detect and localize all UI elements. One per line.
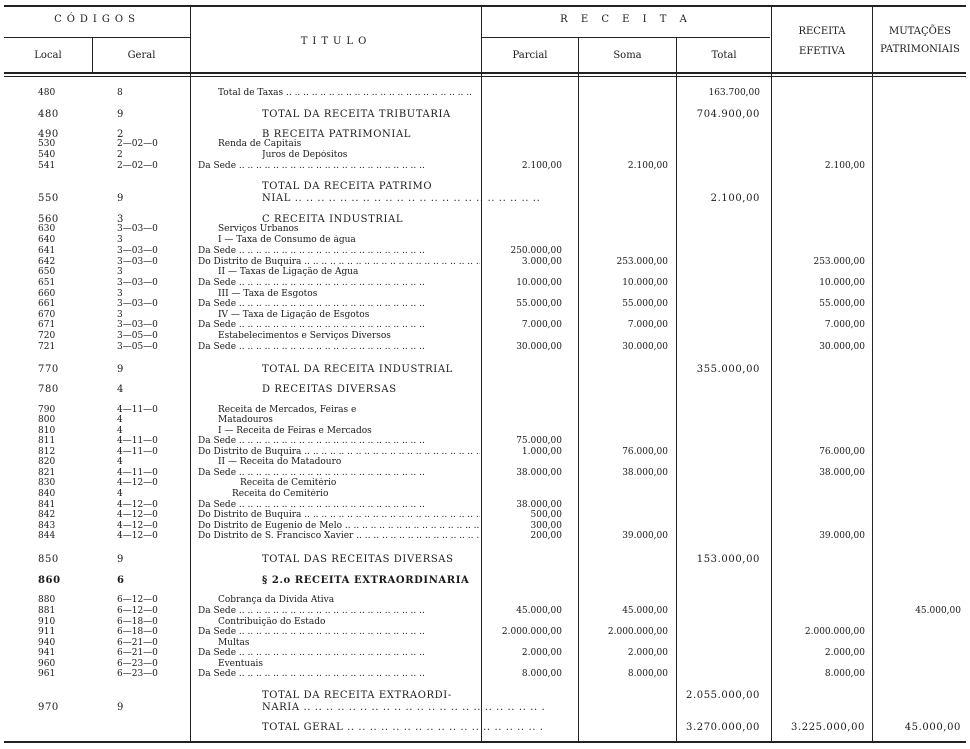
- cell-title: Do Distrito de Buquira .. ..: [198, 257, 480, 268]
- cell-geral: 3—03—0: [117, 246, 158, 256]
- cell-title: Da Sede .. ..: [198, 627, 480, 638]
- table-row: [0, 722, 970, 733]
- table-row: [0, 531, 970, 542]
- cell-local: 642: [38, 257, 56, 267]
- cell-local: 812: [38, 447, 56, 457]
- cell-local: 800: [38, 415, 56, 425]
- table-row: [0, 278, 970, 289]
- table-row: [0, 88, 970, 99]
- cell-geral: 3—05—0: [117, 342, 158, 352]
- cell-title: Receita de Cemitério: [240, 478, 337, 488]
- cell-local: 811: [38, 436, 56, 446]
- table-row: [0, 606, 970, 617]
- cell-geral: 2—02—0: [117, 139, 158, 149]
- cell-geral: 4—12—0: [117, 500, 158, 510]
- cell-local: 721: [38, 342, 56, 352]
- cell-total: 153.000,00: [696, 554, 760, 565]
- cell-parcial: 38.000,00: [516, 468, 562, 478]
- cell-local: 670: [38, 310, 56, 320]
- cell-total: 355.000,00: [696, 364, 760, 375]
- cell-local: 660: [38, 289, 56, 299]
- cell-title: NIAL .. ..: [262, 193, 544, 204]
- cell-geral: 3: [117, 214, 124, 225]
- table-row: [0, 457, 970, 468]
- cell-efetiva: 38.000,00: [819, 468, 865, 478]
- cell-title: TOTAL DA RECEITA EXTRAORDI-: [262, 690, 452, 701]
- cell-geral: 9: [117, 109, 124, 120]
- header-receita: R E C E I T A: [560, 14, 692, 25]
- cell-soma: 8.000,00: [627, 669, 668, 679]
- table-row: [0, 384, 970, 395]
- cell-efetiva: 3.225.000,00: [791, 722, 865, 733]
- cell-local: 910: [38, 617, 56, 627]
- cell-local: 540: [38, 150, 56, 160]
- cell-local: 911: [38, 627, 56, 637]
- cell-local: 970: [38, 702, 59, 713]
- cell-title: Serviços Urbanos: [218, 224, 299, 234]
- header-codigos: CÓDIGOS: [54, 14, 140, 25]
- cell-title: Da Sede .. ..: [198, 468, 480, 479]
- cell-local: 651: [38, 278, 56, 288]
- cell-title: Eventuais: [218, 659, 264, 669]
- cell-title: TOTAL DAS RECEITAS DIVERSAS: [262, 554, 454, 565]
- cell-local: 640: [38, 235, 56, 245]
- cell-geral: 9: [117, 364, 124, 375]
- cell-efetiva: 2.000.000,00: [804, 627, 865, 637]
- cell-geral: 2: [117, 150, 123, 160]
- header-total: Total: [711, 50, 737, 61]
- table-row: [0, 235, 970, 246]
- cell-total: 3.270.000,00: [686, 722, 760, 733]
- cell-local: 780: [38, 384, 59, 395]
- table-row: [0, 489, 970, 500]
- cell-title: Total de Taxas .. ..: [218, 88, 500, 99]
- cell-parcial: 2.000,00: [521, 648, 562, 658]
- cell-geral: 3—03—0: [117, 320, 158, 330]
- table-row: [0, 161, 970, 172]
- cell-local: 960: [38, 659, 56, 669]
- cell-geral: 3—03—0: [117, 278, 158, 288]
- cell-local: 810: [38, 426, 56, 436]
- cell-mut: 45.000,00: [915, 606, 961, 616]
- cell-local: 770: [38, 364, 59, 375]
- cell-title: Da Sede .. ..: [198, 299, 480, 310]
- table-row: [0, 193, 970, 204]
- cell-local: 671: [38, 320, 56, 330]
- table-row: [0, 595, 970, 606]
- table-row: [0, 669, 970, 680]
- cell-title: § 2.o RECEITA EXTRAORDINARIA: [262, 575, 470, 586]
- cell-local: 490: [38, 129, 59, 140]
- cell-geral: 4: [117, 384, 124, 395]
- cell-efetiva: 76.000,00: [819, 447, 865, 457]
- cell-local: 940: [38, 638, 56, 648]
- cell-parcial: 300,00: [530, 521, 562, 531]
- cell-title: II — Receita do Matadouro: [218, 457, 342, 467]
- table-row: [0, 246, 970, 257]
- cell-title: B RECEITA PATRIMONIAL: [262, 129, 412, 140]
- table-row: [0, 415, 970, 426]
- cell-local: 661: [38, 299, 56, 309]
- cell-title: I — Receita de Feiras e Mercados: [218, 426, 372, 436]
- cell-mut: 45.000,00: [904, 722, 961, 733]
- top-rule: [4, 5, 966, 7]
- table-row: [0, 510, 970, 521]
- header-receita-efetiva-2: EFETIVA: [799, 46, 845, 57]
- cell-total: 2.100,00: [710, 193, 760, 204]
- cell-local: 961: [38, 669, 56, 679]
- cell-local: 820: [38, 457, 56, 467]
- header-parcial: Parcial: [512, 50, 548, 61]
- cell-soma: 253.000,00: [616, 257, 668, 267]
- cell-geral: 3: [117, 289, 123, 299]
- cell-efetiva: 253.000,00: [813, 257, 865, 267]
- cell-geral: 4—12—0: [117, 478, 158, 488]
- cell-parcial: 8.000,00: [521, 669, 562, 679]
- cell-local: 941: [38, 648, 56, 658]
- table-row: [0, 224, 970, 235]
- cell-parcial: 10.000,00: [516, 278, 562, 288]
- table-row: [0, 364, 970, 375]
- header-bottom-rule-2: [4, 76, 966, 77]
- cell-parcial: 7.000,00: [521, 320, 562, 330]
- cell-geral: 8: [117, 88, 123, 98]
- cell-title: Da Sede .. ..: [198, 246, 480, 257]
- cell-local: 630: [38, 224, 56, 234]
- cell-title: TOTAL DA RECEITA PATRIMO: [262, 181, 433, 192]
- cell-parcial: 30.000,00: [516, 342, 562, 352]
- cell-soma: 30.000,00: [622, 342, 668, 352]
- cell-local: 790: [38, 405, 56, 415]
- table-row: [0, 342, 970, 353]
- cell-parcial: 200,00: [530, 531, 562, 541]
- cell-soma: 39.000,00: [622, 531, 668, 541]
- cell-total: 704.900,00: [696, 109, 760, 120]
- cell-title: Da Sede .. ..: [198, 606, 480, 617]
- cell-total: 2.055.000,00: [686, 690, 760, 701]
- cell-title: Da Sede .. ..: [198, 320, 480, 331]
- cell-parcial: 2.000.000,00: [501, 627, 562, 637]
- cell-geral: 9: [117, 193, 124, 204]
- cell-title: Estabelecimentos e Serviços Diversos: [218, 331, 391, 341]
- cell-title: Cobrança da Dívida Ativa: [218, 595, 335, 605]
- cell-local: 842: [38, 510, 56, 520]
- header-bottom-rule: [4, 72, 966, 74]
- header-mutacoes-2: PATRIMONIAIS: [880, 44, 960, 55]
- cell-geral: 6—18—0: [117, 627, 158, 637]
- cell-geral: 6: [117, 575, 125, 586]
- cell-geral: 9: [117, 554, 124, 565]
- cell-geral: 4: [117, 426, 123, 436]
- cell-title: Da Sede .. ..: [198, 436, 480, 447]
- cell-title: Do Distrito de Buquira .. ..: [198, 510, 480, 521]
- table-row: [0, 648, 970, 659]
- cell-geral: 4—11—0: [117, 405, 158, 415]
- cell-title: Da Sede .. ..: [198, 669, 480, 680]
- table-row: [0, 690, 970, 701]
- cell-geral: 6—12—0: [117, 595, 158, 605]
- cell-parcial: 250.000,00: [510, 246, 562, 256]
- cell-efetiva: 10.000,00: [819, 278, 865, 288]
- table-row: [0, 702, 970, 713]
- cell-local: 641: [38, 246, 56, 256]
- cell-geral: 6—23—0: [117, 659, 158, 669]
- cell-efetiva: 2.100,00: [824, 161, 865, 171]
- cell-parcial: 3.000,00: [521, 257, 562, 267]
- cell-local: 650: [38, 267, 56, 277]
- codigos-subrule: [4, 37, 190, 38]
- header-local: Local: [34, 50, 62, 61]
- cell-title: I — Taxa de Consumo de água: [218, 235, 356, 245]
- cell-soma: 38.000,00: [622, 468, 668, 478]
- header-titulo: TITULO: [300, 36, 372, 47]
- cell-soma: 2.000.000,00: [607, 627, 668, 637]
- cell-geral: 4—11—0: [117, 436, 158, 446]
- table-row: [0, 575, 970, 586]
- cell-soma: 10.000,00: [622, 278, 668, 288]
- cell-geral: 4: [117, 457, 123, 467]
- cell-efetiva: 2.000,00: [824, 648, 865, 658]
- cell-soma: 7.000,00: [627, 320, 668, 330]
- cell-title: C RECEITA INDUSTRIAL: [262, 214, 404, 225]
- cell-local: 841: [38, 500, 56, 510]
- cell-title: Juros de Depósitos: [262, 150, 348, 160]
- footer-rule: [4, 741, 966, 743]
- cell-soma: 76.000,00: [622, 447, 668, 457]
- cell-parcial: 1.000,00: [521, 447, 562, 457]
- cell-geral: 6—21—0: [117, 638, 158, 648]
- cell-title: IV — Taxa de Ligação de Esgotos: [218, 310, 370, 320]
- cell-title: Receita do Cemitério: [232, 489, 329, 499]
- table-row: [0, 436, 970, 447]
- cell-geral: 4—12—0: [117, 510, 158, 520]
- cell-title: Contribuição do Estado: [218, 617, 326, 627]
- cell-local: 880: [38, 595, 56, 605]
- cell-geral: 3: [117, 235, 123, 245]
- table-row: [0, 267, 970, 278]
- cell-efetiva: 55.000,00: [819, 299, 865, 309]
- cell-title: Do Distrito de S. Francisco Xavier .. ..: [198, 531, 480, 542]
- cell-local: 830: [38, 478, 56, 488]
- cell-local: 550: [38, 193, 59, 204]
- cell-local: 560: [38, 214, 59, 225]
- receita-subrule: [482, 37, 770, 38]
- cell-geral: 4: [117, 415, 123, 425]
- header-soma: Soma: [613, 50, 642, 61]
- table-row: [0, 139, 970, 150]
- cell-geral: 4—11—0: [117, 447, 158, 457]
- cell-local: 720: [38, 331, 56, 341]
- cell-local: 844: [38, 531, 56, 541]
- cell-geral: 4—12—0: [117, 521, 158, 531]
- cell-local: 881: [38, 606, 56, 616]
- cell-geral: 3—03—0: [117, 224, 158, 234]
- cell-geral: 3—05—0: [117, 331, 158, 341]
- cell-title: Da Sede .. ..: [198, 278, 480, 289]
- cell-title: III — Taxa de Esgotos: [218, 289, 318, 299]
- cell-parcial: 75.000,00: [516, 436, 562, 446]
- cell-parcial: 2.100,00: [521, 161, 562, 171]
- cell-local: 541: [38, 161, 56, 171]
- cell-geral: 6—21—0: [117, 648, 158, 658]
- table-row: [0, 478, 970, 489]
- cell-soma: 55.000,00: [622, 299, 668, 309]
- cell-local: 850: [38, 554, 59, 565]
- cell-title: Da Sede .. ..: [198, 161, 480, 172]
- cell-efetiva: 30.000,00: [819, 342, 865, 352]
- cell-title: Matadouros: [218, 415, 273, 425]
- cell-title: Da Sede .. ..: [198, 500, 480, 511]
- cell-soma: 2.000,00: [627, 648, 668, 658]
- cell-title: Multas: [218, 638, 250, 648]
- cell-title: Do Distrito de Eugenio de Melo .. ..: [198, 521, 480, 532]
- cell-geral: 2: [117, 129, 124, 140]
- table-row: [0, 320, 970, 331]
- cell-title: TOTAL DA RECEITA INDUSTRIAL: [262, 364, 453, 375]
- cell-title: Renda de Capitais: [218, 139, 302, 149]
- cell-title: Receita de Mercados, Feiras e: [218, 405, 357, 415]
- cell-geral: 6—18—0: [117, 617, 158, 627]
- cell-local: 480: [38, 109, 59, 120]
- table-row: [0, 299, 970, 310]
- cell-parcial: 500,00: [530, 510, 562, 520]
- table-row: [0, 109, 970, 120]
- cell-local: 821: [38, 468, 56, 478]
- cell-geral: 4—11—0: [117, 468, 158, 478]
- cell-title: Do Distrito de Buquira .. ..: [198, 447, 480, 458]
- table-row: [0, 554, 970, 565]
- cell-parcial: 45.000,00: [516, 606, 562, 616]
- cell-geral: 3—03—0: [117, 257, 158, 267]
- cell-title: TOTAL DA RECEITA TRIBUTARIA: [262, 109, 451, 120]
- cell-soma: 45.000,00: [622, 606, 668, 616]
- cell-total: 163.700,00: [708, 88, 760, 98]
- cell-parcial: 38.000,00: [516, 500, 562, 510]
- cell-geral: 9: [117, 702, 124, 713]
- header-geral: Geral: [127, 50, 156, 61]
- cell-geral: 6—23—0: [117, 669, 158, 679]
- cell-title: Da Sede .. ..: [198, 648, 480, 659]
- cell-geral: 3—03—0: [117, 299, 158, 309]
- cell-geral: 6—12—0: [117, 606, 158, 616]
- cell-geral: 3: [117, 310, 123, 320]
- cell-efetiva: 39.000,00: [819, 531, 865, 541]
- cell-geral: 4: [117, 489, 123, 499]
- cell-geral: 2—02—0: [117, 161, 158, 171]
- cell-local: 860: [38, 575, 61, 586]
- table-row: [0, 627, 970, 638]
- cell-title: NARIA .. ..: [262, 702, 544, 713]
- cell-title: TOTAL GERAL .. ..: [262, 722, 544, 733]
- cell-local: 840: [38, 489, 56, 499]
- cell-efetiva: 7.000,00: [824, 320, 865, 330]
- cell-parcial: 55.000,00: [516, 299, 562, 309]
- cell-local: 530: [38, 139, 56, 149]
- cell-title: D RECEITAS DIVERSAS: [262, 384, 397, 395]
- cell-local: 843: [38, 521, 56, 531]
- cell-title: II — Taxas de Ligação de Água: [218, 267, 359, 277]
- cell-geral: 3: [117, 267, 123, 277]
- table-row: [0, 331, 970, 342]
- cell-local: 480: [38, 88, 56, 98]
- table-row: [0, 150, 970, 161]
- table-row: [0, 181, 970, 192]
- cell-soma: 2.100,00: [627, 161, 668, 171]
- cell-title: Da Sede .. ..: [198, 342, 480, 353]
- header-mutacoes-1: MUTAÇÕES: [888, 26, 951, 37]
- header-receita-efetiva-1: RECEITA: [798, 26, 846, 37]
- cell-geral: 4—12—0: [117, 531, 158, 541]
- cell-efetiva: 8.000,00: [824, 669, 865, 679]
